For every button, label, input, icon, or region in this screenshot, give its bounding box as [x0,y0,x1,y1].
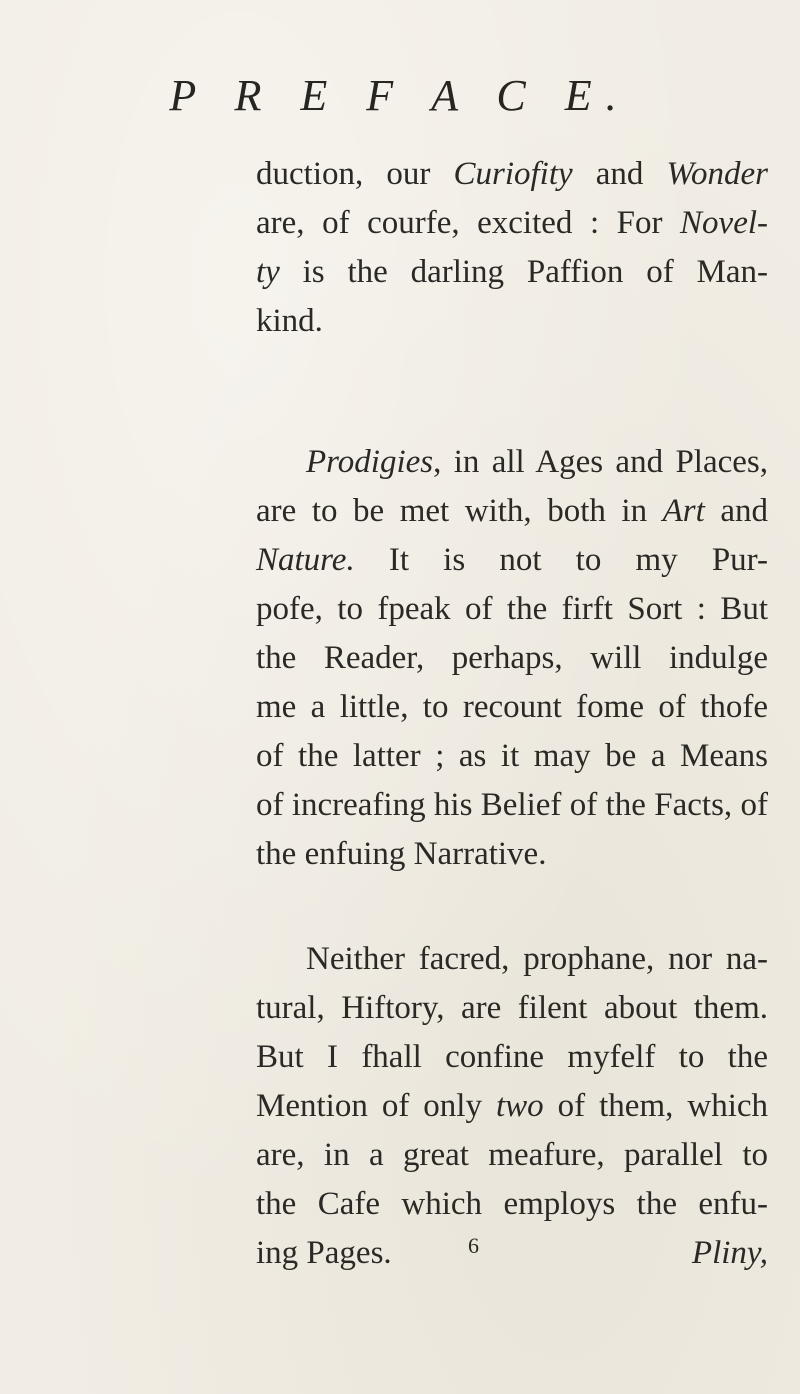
text-run: , in all Ages and Places, [433,444,768,480]
text-run: of increafing his Belief of the Facts, of [256,787,768,823]
text-run: tural, Hiftory, are filent about them. [256,990,768,1026]
text-line [256,297,768,346]
text-run: kind. [256,303,323,339]
footer-text: ing Pages. [256,1235,392,1271]
italic-word: ty [256,254,280,290]
text-run: It is not to my Pur- [354,542,768,578]
italic-word: Novel- [680,205,768,241]
italic-word: Wonder [666,156,768,192]
text-line [256,150,768,199]
running-header: P R E F A C E. [169,71,631,120]
text-run: But I fhall confine myfelf to the [256,1039,768,1075]
text-run: are, in a great meafure, parallel to [256,1137,768,1173]
text-run: are, of courfe, excited : For [256,205,681,241]
text-run: Mention of only [256,1088,496,1124]
text-run: is the darling Paffion of Man- [279,254,768,290]
catchword: Pliny, [691,1235,768,1271]
text-run: Neither facred, prophane, nor na- [306,941,768,977]
text-line [256,935,768,984]
paragraph-1 [256,150,768,346]
text-run: me a little, to recount fome of thofe [256,689,768,725]
text-run: the Cafe which employs the enfu- [256,1186,768,1222]
text-run: and [704,493,768,529]
text-line [256,438,768,487]
text-run: of the latter ; as it may be a Means [256,738,768,774]
footer-line [256,1229,768,1278]
text-line [256,1033,768,1082]
text-run: the Reader, perhaps, will indulge [256,640,768,676]
paragraph-3 [256,935,768,1278]
text-line [256,1082,768,1131]
text-line [256,1180,768,1229]
italic-word: Curiofity [453,156,573,192]
text-run: duction, our [256,156,454,192]
text-line [256,585,768,634]
text-line [256,984,768,1033]
text-run: the enfuing Narrative. [256,836,547,872]
text-run: of them, which [543,1088,769,1124]
text-line [256,536,768,585]
text-line [256,634,768,683]
text-run: and [572,156,667,192]
paragraph-2 [256,438,768,879]
italic-word: Nature. [256,542,355,578]
italic-word: two [495,1088,544,1124]
text-line [256,732,768,781]
text-line [256,830,768,879]
text-line [256,1131,768,1180]
signature-mark: 6 [468,1233,479,1258]
text-run: are to be met with, both in [256,493,663,529]
text-line [256,248,768,297]
text-line [256,199,768,248]
italic-word: Prodigies [306,444,434,480]
text-line [256,781,768,830]
text-line [256,487,768,536]
italic-word: Art [662,493,705,529]
text-line [256,683,768,732]
text-run: pofe, to fpeak of the firft Sort : But [256,591,768,627]
